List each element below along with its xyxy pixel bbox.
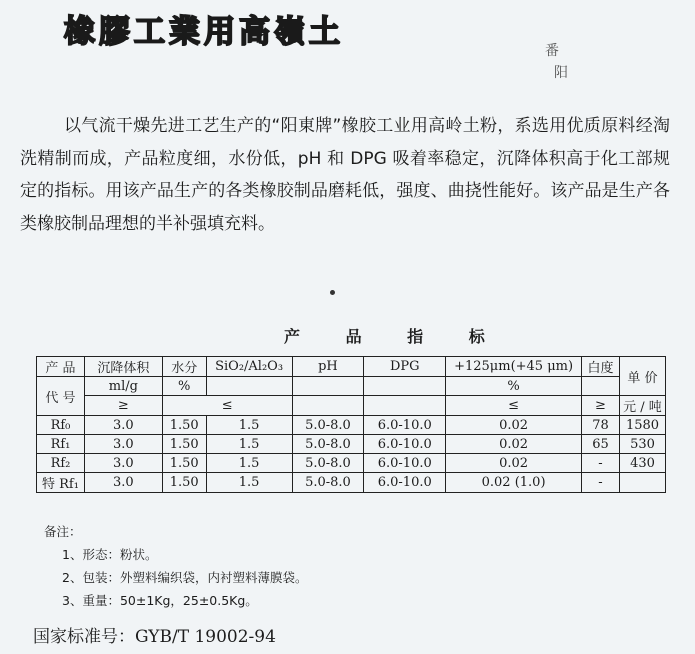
cell-moisture: 1.50 <box>162 435 206 454</box>
note-item: 2、包装：外塑料编织袋，内衬塑料薄膜袋。 <box>62 570 308 585</box>
cell-ratio: 1.5 <box>206 416 292 435</box>
cell-code: Rf₂ <box>37 454 85 473</box>
header-dpg: DPG <box>364 357 446 377</box>
cell-whiteness: - <box>582 454 620 473</box>
cell-ph: 5.0-8.0 <box>292 473 364 493</box>
table-row <box>37 454 666 473</box>
cell-whiteness: 65 <box>582 435 620 454</box>
limit-ge-2: ≥ <box>582 396 620 416</box>
unit-moisture: % <box>162 377 206 396</box>
header-ph: pH <box>292 357 364 377</box>
cell-whiteness: - <box>582 473 620 493</box>
cell-settling: 3.0 <box>84 473 162 493</box>
header-row-2 <box>37 377 666 396</box>
header-code: 代 号 <box>37 377 85 416</box>
note-item: 3、重量：50±1Kg，25±0.5Kg。 <box>62 593 258 608</box>
header-ratio: SiO₂/Al₂O₃ <box>206 357 292 377</box>
limit-le-2: ≤ <box>446 396 582 416</box>
cell-code: 特 Rf₁ <box>37 473 85 493</box>
cell-settling: 3.0 <box>84 454 162 473</box>
header-sieve: +125μm(+45 μm) <box>446 357 582 377</box>
cell-ph: 5.0-8.0 <box>292 454 364 473</box>
corner-mark-2: 阳 <box>554 65 568 81</box>
cell-sieve: 0.02 <box>446 454 582 473</box>
cell-whiteness: 78 <box>582 416 620 435</box>
cell-settling: 3.0 <box>84 435 162 454</box>
table-row <box>37 473 666 493</box>
standard-number <box>33 622 276 647</box>
intro-paragraph: 以气流干燥先进工艺生产的“阳東牌”橡胶工业用高岭土粉，系选用优质原料经淘洗精制而成，产品粒度细，水份低，pH 和 DPG 吸着率稳定，沉降体积高于化工部规定的指标。用该产品生产的各类橡胶制品磨耗低，强度、曲挠性能好。该产品是生产各类橡胶制品理想的半补强填充料。 <box>20 116 670 234</box>
cell-price: 1580 <box>619 416 665 435</box>
header-price: 单 价 <box>619 357 665 396</box>
cell-price: 530 <box>619 435 665 454</box>
cell-dpg: 6.0-10.0 <box>364 473 446 493</box>
unit-settling: ml/g <box>84 377 162 396</box>
cell-sieve: 0.02 (1.0) <box>446 473 582 493</box>
table-title: 产 品 指 标 <box>284 327 505 346</box>
corner-mark-1: 番 <box>545 43 559 59</box>
notes-section <box>44 520 307 612</box>
cell-settling: 3.0 <box>84 416 162 435</box>
spec-table <box>36 356 666 493</box>
cell-ratio: 1.5 <box>206 454 292 473</box>
cell-code: Rf₁ <box>37 435 85 454</box>
cell-dpg: 6.0-10.0 <box>364 435 446 454</box>
limit-le-1: ≤ <box>162 396 292 416</box>
cell-price: 430 <box>619 454 665 473</box>
header-whiteness: 白度 <box>582 357 620 377</box>
header-row-1 <box>37 357 666 377</box>
cell-sieve: 0.02 <box>446 435 582 454</box>
table-row <box>37 416 666 435</box>
unit-sieve: % <box>446 377 582 396</box>
cell-ratio: 1.5 <box>206 473 292 493</box>
cell-ratio: 1.5 <box>206 435 292 454</box>
unit-price: 元 / 吨 <box>619 396 665 416</box>
cell-ph: 5.0-8.0 <box>292 435 364 454</box>
cell-price <box>619 473 665 493</box>
cell-moisture: 1.50 <box>162 473 206 493</box>
notes-heading: 备注： <box>44 524 82 539</box>
standard-code: GYB/T 19002-94 <box>135 627 276 647</box>
document-title: 橡膠工業用高嶺土 <box>64 14 344 50</box>
header-row-3 <box>37 396 666 416</box>
cell-dpg: 6.0-10.0 <box>364 416 446 435</box>
header-moisture: 水分 <box>162 357 206 377</box>
note-item: 1、形态：粉状。 <box>62 547 158 562</box>
cell-moisture: 1.50 <box>162 454 206 473</box>
cell-code: Rf₀ <box>37 416 85 435</box>
limit-ge-1: ≥ <box>84 396 162 416</box>
cell-sieve: 0.02 <box>446 416 582 435</box>
standard-label: 国家标准号： <box>33 627 135 647</box>
scan-speck <box>330 290 335 295</box>
header-product: 产 品 <box>37 357 85 377</box>
cell-ph: 5.0-8.0 <box>292 416 364 435</box>
table-row <box>37 435 666 454</box>
cell-dpg: 6.0-10.0 <box>364 454 446 473</box>
header-settling: 沉降体积 <box>84 357 162 377</box>
cell-moisture: 1.50 <box>162 416 206 435</box>
